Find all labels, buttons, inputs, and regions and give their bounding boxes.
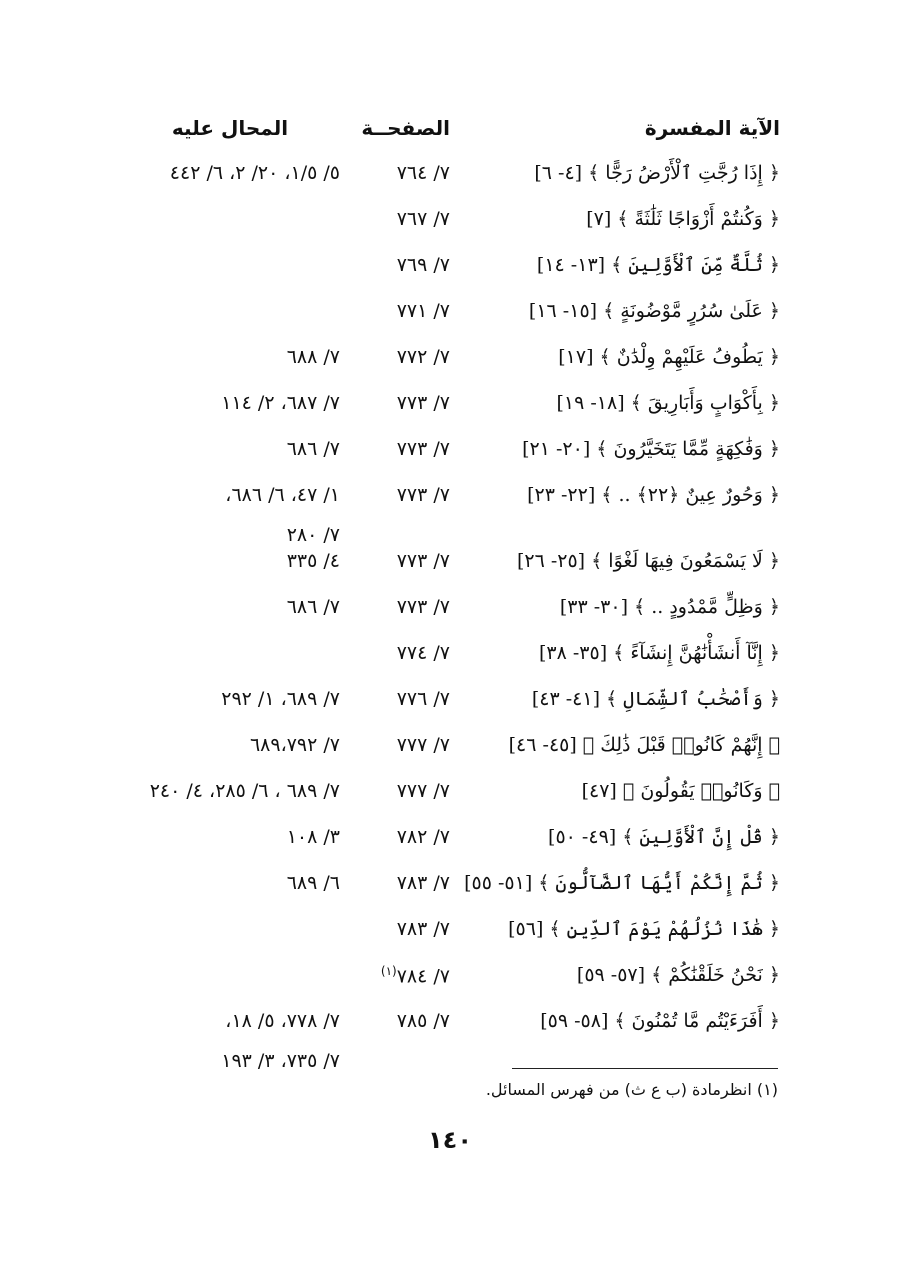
page-cell xyxy=(397,392,450,414)
table-row xyxy=(100,592,780,638)
reference-line: ٧/ ٦٨٩، ١/ ٢٩٢ xyxy=(221,688,340,710)
page-value: ٧/ ٧٧٣ xyxy=(396,438,450,460)
verse-cell: ﴿ ثُمَّ إِنَّكُمْ أَيُّهَا ٱلضَّآلُّونَ ﴾ [٥١- ٥٥] xyxy=(464,872,780,894)
verse-cell: ﴿ قُلْ إِنَّ ٱلْأَوَّلِينَ ﴾ [٤٩- ٥٠] xyxy=(548,826,780,848)
verse-cell: ﴿ إِذَا رُجَّتِ ٱلْأَرْضُ رَجًّا ﴾ [٤- ٦] xyxy=(534,162,780,184)
verse-cell: ﴿ يَطُوفُ عَلَيْهِمْ وِلْدَٰنٌ ﴾ [١٧] xyxy=(558,346,780,368)
header-page: الصفحــة xyxy=(361,116,450,140)
footnote-marker: (١) xyxy=(380,964,397,978)
table-row xyxy=(100,204,780,250)
table-row xyxy=(100,638,780,684)
page-value: ٧/ ٧٨٣ xyxy=(396,872,450,894)
reference-cell xyxy=(150,780,340,802)
page-cell xyxy=(397,826,450,848)
page-value: ٧/ ٧٧٤ xyxy=(396,642,450,664)
reference-cell xyxy=(221,392,340,414)
reference-cell xyxy=(250,734,340,756)
reference-line: ٧/ ٦٨٧، ٢/ ١١٤ xyxy=(221,392,340,414)
reference-cell xyxy=(170,162,340,184)
page-value: ٧/ ٧٦٤ xyxy=(396,162,450,184)
reference-cell xyxy=(221,688,340,710)
verse-cell: ﴿ هَٰذَا نُزُلُهُمْ يَوْمَ ٱلدِّينِ ﴾ [٥٦] xyxy=(508,918,780,940)
reference-cell xyxy=(287,438,340,460)
reference-cell xyxy=(287,872,340,894)
reference-line: ٧/ ٢٨٠ xyxy=(286,524,340,546)
verse-cell: ﴿ إِنَّهُمْ كَانُوا۟ قَبْلَ ذَٰلِكَ ﴾ [٤٥- ٤٦] xyxy=(508,734,780,756)
reference-cell xyxy=(221,1010,340,1072)
verse-cell: ﴿ بِأَكْوَابٍ وَأَبَارِيقَ ﴾ [١٨- ١٩] xyxy=(556,392,780,414)
reference-line: ٧/ ٧٣٥، ٣/ ١٩٣ xyxy=(221,1050,340,1072)
page-cell xyxy=(397,438,450,460)
header-verse: الآية المفسرة xyxy=(644,116,780,140)
table-row xyxy=(100,776,780,822)
reference-cell xyxy=(287,596,340,618)
footnote: (١) انظرمادة (ب ع ث) من فهرس المسائل. xyxy=(485,1080,778,1099)
page-cell xyxy=(397,688,450,710)
page-cell xyxy=(397,346,450,368)
reference-cell xyxy=(225,484,340,546)
table-row xyxy=(100,684,780,730)
page-value: ٧/ ٧٨٥ xyxy=(396,1010,450,1032)
table-row xyxy=(100,868,780,914)
reference-line: ٥/ ١/٥، ٢٠/ ٢، ٦/ ٤٤٢ xyxy=(169,162,340,184)
verse-cell: ﴿ وَفَٰكِهَةٍ مِّمَّا يَتَخَيَّرُونَ ﴾ [٢٠- ٢١] xyxy=(522,438,780,460)
reference-cell xyxy=(287,550,340,572)
page-cell xyxy=(397,1010,450,1032)
footnote-divider xyxy=(512,1068,778,1069)
page-value: ٧/ ٧٦٩ xyxy=(396,254,450,276)
table-row xyxy=(100,388,780,434)
verse-cell: ﴿ عَلَىٰ سُرُرٍ مَّوْضُونَةٍ ﴾ [١٥- ١٦] xyxy=(528,300,780,322)
page-cell xyxy=(397,300,450,322)
verse-cell: ﴿ وَحُورٌ عِينٌ ﴿٢٢﴾ .. ﴾ [٢٢- ٢٣] xyxy=(527,484,780,506)
page-cell xyxy=(397,162,450,184)
page-value: ٧/ ٧٧٧ xyxy=(396,734,450,756)
verse-cell: ﴿ وَكُنتُمْ أَزْوَاجًا ثَلَٰثَةً ﴾ [٧] xyxy=(586,208,780,230)
table-row xyxy=(100,296,780,342)
page-cell xyxy=(397,208,450,230)
reference-line: ٧/ ٦٨٦ xyxy=(286,438,340,460)
verse-cell: ﴿ ثُلَّةٌ مِّنَ ٱلْأَوَّلِينَ ﴾ [١٣- ١٤] xyxy=(536,254,780,276)
page-cell xyxy=(381,964,450,987)
page-cell xyxy=(397,780,450,802)
page-cell xyxy=(397,254,450,276)
reference-cell xyxy=(287,826,340,848)
reference-line: ٦/ ٦٨٩ xyxy=(286,872,340,894)
page-value: ٧/ ٧٧٣ xyxy=(396,596,450,618)
reference-line: ٣/ ١٠٨ xyxy=(286,826,340,848)
page-value: ٧/ ٧٧٦ xyxy=(396,688,450,710)
verse-cell: ﴿ وَأَصْحَٰبُ ٱلشِّمَالِ ﴾ [٤١- ٤٣] xyxy=(531,688,780,710)
header-reference: المحال عليه xyxy=(171,116,289,140)
table-row xyxy=(100,822,780,868)
verse-cell: ﴿ نَحْنُ خَلَقْنَٰكُمْ ﴾ [٥٧- ٥٩] xyxy=(576,964,780,986)
table-row xyxy=(100,158,780,204)
page-value: ٧/ ٧٧١ xyxy=(396,300,450,322)
page-number: ١٤٠ xyxy=(428,1126,472,1154)
reference-line: ٧/ ٦٨٨ xyxy=(286,346,340,368)
reference-line: ٧/ ٦٨٩ ، ٦/ ٢٨٥، ٤/ ٢٤٠ xyxy=(149,780,340,802)
table-row xyxy=(100,342,780,388)
page-cell xyxy=(397,642,450,664)
page-cell xyxy=(397,550,450,572)
reference-line: ٤/ ٣٣٥ xyxy=(286,550,340,572)
reference-line: ٧/ ٧٧٨، ٥/ ١٨، xyxy=(225,1010,340,1032)
reference-line: ٧/ ٦٨٩،٧٩٢ xyxy=(249,734,340,756)
verse-cell: ﴿ إِنَّآ أَنشَأْنَٰهُنَّ إِنشَآءً ﴾ [٣٥- ٣٨] xyxy=(538,642,780,664)
page-value: ٧/ ٧٨٤ xyxy=(396,965,450,988)
verse-cell: ﴿ لَا يَسْمَعُونَ فِيهَا لَغْوًا ﴾ [٢٥- ٢٦] xyxy=(516,550,780,572)
table-header xyxy=(100,116,780,148)
reference-line: ٧/ ٦٨٦ xyxy=(286,596,340,618)
page-cell xyxy=(397,918,450,940)
page-cell xyxy=(397,596,450,618)
verse-cell: ﴿ وَكَانُوا۟ يَقُولُونَ ﴾ [٤٧] xyxy=(581,780,780,802)
verse-cell: ﴿ أَفَرَءَيْتُم مَّا تُمْنُونَ ﴾ [٥٨- ٥٩] xyxy=(540,1010,780,1032)
page-cell xyxy=(397,872,450,894)
page-value: ٧/ ٧٧٣ xyxy=(396,392,450,414)
table-row xyxy=(100,730,780,776)
table-row xyxy=(100,914,780,960)
table-row xyxy=(100,434,780,480)
table-row xyxy=(100,480,780,546)
page-value: ٧/ ٧٧٣ xyxy=(396,484,450,506)
table-row xyxy=(100,960,780,1006)
page-cell xyxy=(397,484,450,506)
table-row xyxy=(100,250,780,296)
page-cell xyxy=(397,734,450,756)
page-value: ٧/ ٧٨٣ xyxy=(396,918,450,940)
page-value: ٧/ ٧٦٧ xyxy=(396,208,450,230)
page-value: ٧/ ٧٧٧ xyxy=(396,780,450,802)
table-row xyxy=(100,1006,780,1072)
page-value: ٧/ ٧٧٣ xyxy=(396,550,450,572)
reference-line: ١/ ٤٧، ٦/ ٦٨٦، xyxy=(225,484,340,506)
verse-cell: ﴿ وَظِلٍّ مَّمْدُودٍ .. ﴾ [٣٠- ٣٣] xyxy=(559,596,780,618)
reference-cell xyxy=(287,346,340,368)
page-value: ٧/ ٧٨٢ xyxy=(396,826,450,848)
page-value: ٧/ ٧٧٢ xyxy=(396,346,450,368)
table-row xyxy=(100,546,780,592)
